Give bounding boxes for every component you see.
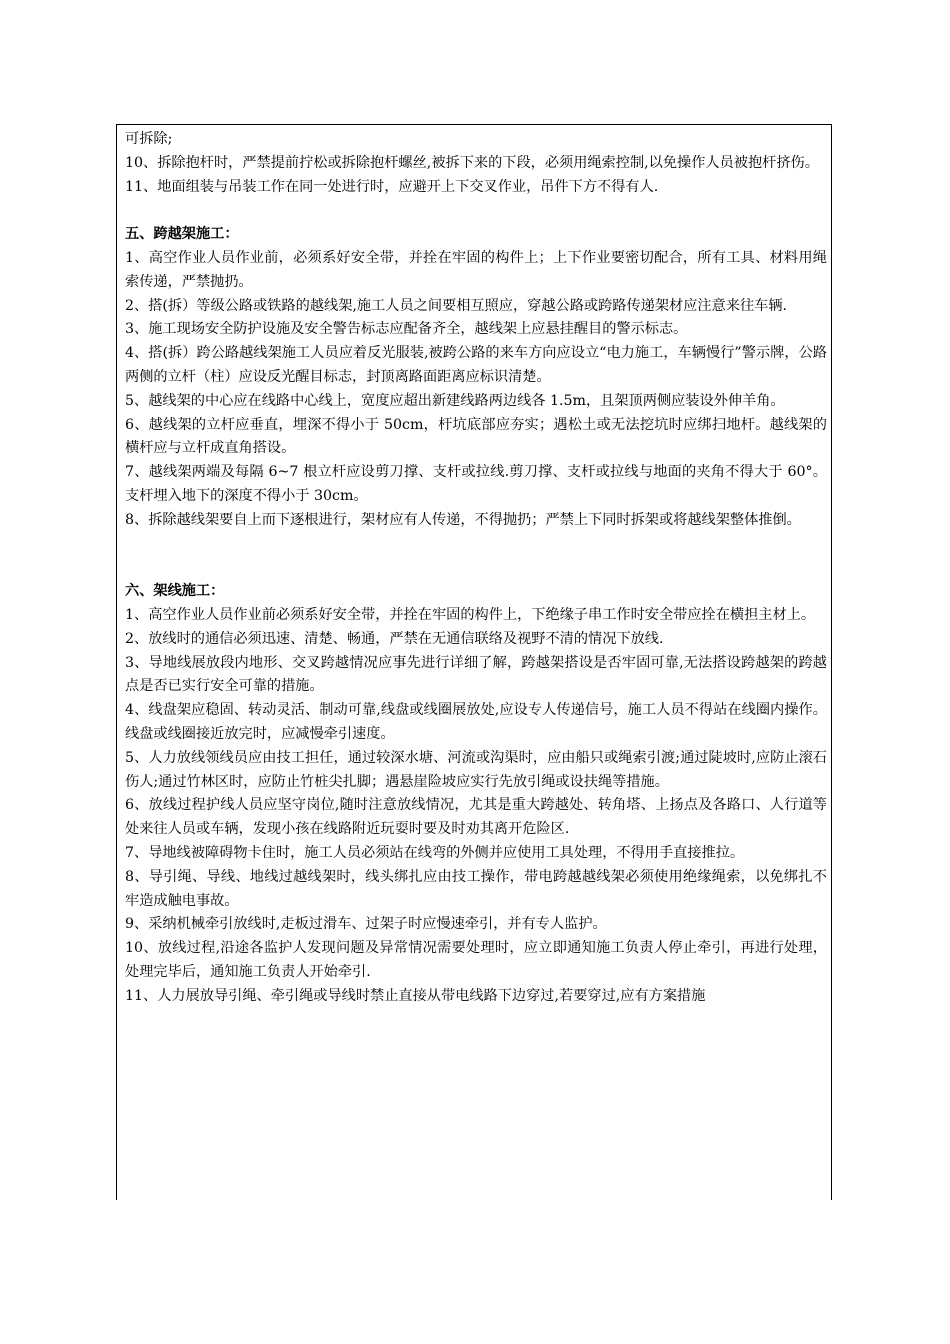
paragraph: 1、高空作业人员作业前，必须系好安全带，并拴在牢固的构件上；上下作业要密切配合，所有工具、材料用绳索传递，严禁抛扔。 [125, 249, 827, 290]
paragraph: 可拆除; [125, 131, 173, 147]
paragraph: 8、导引绳、导线、地线过越线架时，线头绑扎应由技工操作，带电跨越越线架必须使用绝缘绳索，以免绑扎不牢造成触电事故。 [125, 868, 827, 909]
paragraph: 7、导地线被障碍物卡住时，施工人员必须站在线弯的外侧并应使用工具处理，不得用手直接推拉。 [125, 844, 745, 861]
paragraph: 11、人力展放导引绳、牵引绳或导线时禁止直接从带电线路下边穿过,若要穿过,应有方案措施 [125, 987, 706, 1004]
paragraph: 2、放线时的通信必须迅速、清楚、畅通，严禁在无通信联络及视野不清的情况下放线. [125, 630, 664, 647]
paragraph: 3、导地线展放段内地形、交叉跨越情况应事先进行详细了解，跨越架搭设是否牢固可靠,无法搭设跨越架的跨越点是否已实行安全可靠的措施。 [125, 654, 827, 695]
paragraph: 6、放线过程护线人员应坚守岗位,随时注意放线情况，尤其是重大跨越处、转角塔、上扬点及各路口、人行道等处来往人员或车辆，发现小孩在线路附近玩耍时要及时劝其离开危险区. [125, 797, 827, 838]
paragraph: 4、线盘架应稳固、转动灵活、制动可靠,线盘或线圈展放处,应设专人传递信号，施工人员不得站在线圈内操作。线盘或线圈接近放完时，应减慢牵引速度。 [125, 702, 827, 742]
paragraph: 5、人力放线领线员应由技工担任，通过较深水塘、河流或沟渠时，应由船只或绳索引渡;通过陡坡时,应防止滚石伤人;通过竹林区时，应防止竹桩尖扎脚；遇悬崖险坡应实行先放引绳或设扶绳等措施。 [125, 749, 827, 790]
paragraph: 5、越线架的中心应在线路中心线上，宽度应超出新建线路两边线各 1.5m，且架顶两侧应装设外伸羊角。 [125, 392, 785, 409]
paragraph: 10、放线过程,沿途各监护人发现问题及异常情况需要处理时，应立即通知施工负责人停止牵引，再进行处理，处理完毕后，通知施工负责人开始牵引. [125, 940, 827, 980]
section-heading: 五、跨越架施工： [125, 226, 239, 243]
spacer [125, 533, 827, 557]
spacer [125, 556, 827, 580]
document-body [125, 128, 827, 1008]
paragraph: 2、搭(拆）等级公路或铁路的越线架,施工人员之间要相互照应，穿越公路或跨路传递架材应注意来往车辆. [125, 297, 788, 314]
paragraph: 10、拆除抱杆时，严禁提前拧松或拆除抱杆螺丝,被拆下来的下段，必须用绳索控制,以免操作人员被抱杆挤伤。 [125, 154, 819, 171]
paragraph: 11、地面组装与吊装工作在同一处进行时，应避开上下交叉作业，吊件下方不得有人. [125, 178, 659, 195]
spacer [125, 199, 827, 223]
document-table-cell [116, 124, 832, 1200]
paragraph: 4、搭(拆）跨公路越线架施工人员应着反光服装,被跨公路的来车方向应设立“电力施工，车辆慢行”警示牌，公路两侧的立杆（柱）应设反光醒目标志，封顶离路面距离应标识清楚。 [125, 345, 827, 385]
section-heading: 六、架线施工： [125, 583, 225, 600]
paragraph: 6、越线架的立杆应垂直，埋深不得小于 50cm，杆坑底部应夯实；遇松土或无法挖坑时应绑扫地杆。越线架的横杆应与立杆成直角搭设。 [125, 416, 827, 457]
paragraph: 8、拆除越线架要自上而下逐根进行，架材应有人传递，不得抛扔；严禁上下同时拆架或将越线架整体推倒。 [125, 511, 801, 528]
paragraph: 7、越线架两端及每隔 6~7 根立杆应设剪刀撑、支杆或拉线.剪刀撑、支杆或拉线与地面的夹角不得大于 60°。支杆埋入地下的深度不得小于 30cm。 [125, 464, 827, 504]
paragraph: 9、采纳机械牵引放线时,走板过滑车、过架子时应慢速牵引，并有专人监护。 [125, 916, 607, 933]
paragraph: 3、施工现场安全防护设施及安全警告标志应配备齐全，越线架上应悬挂醒目的警示标志。 [125, 321, 688, 338]
paragraph: 1、高空作业人员作业前必须系好安全带，并拴在牢固的构件上，下绝缘子串工作时安全带应拴在横担主材上。 [125, 606, 816, 623]
